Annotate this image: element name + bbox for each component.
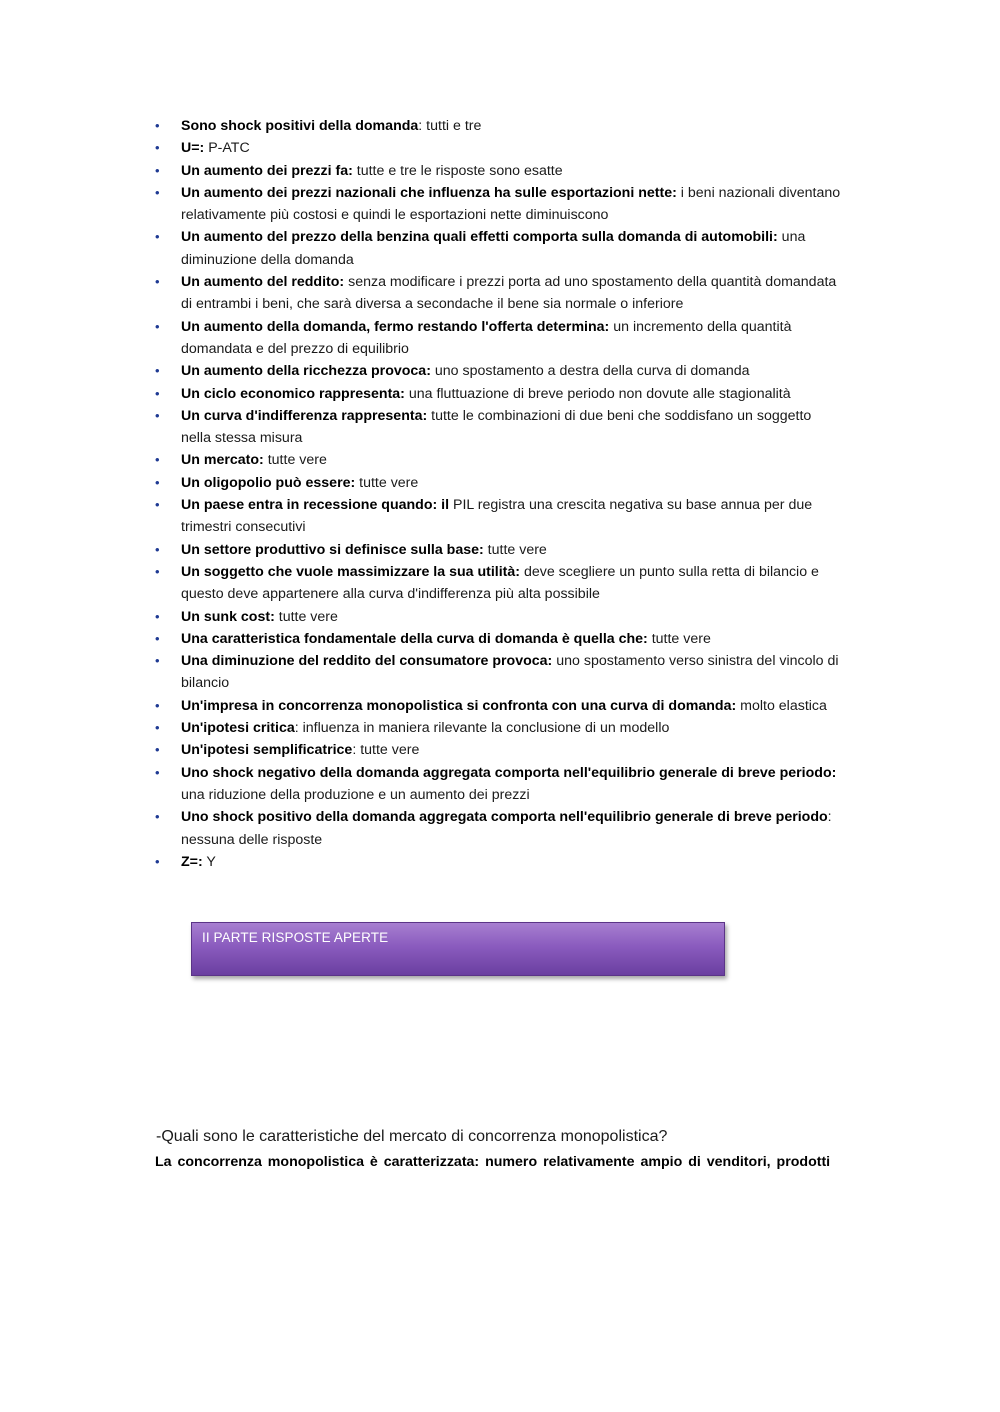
list-item (155, 806, 845, 851)
answer-text: : nessuna delle risposte (181, 809, 832, 848)
answer-text: uno spostamento a destra della curva di domanda (430, 363, 750, 380)
bullet-icon: • (155, 720, 160, 736)
list-item (155, 851, 845, 873)
list-item (155, 650, 845, 695)
answer-text: deve scegliere un punto sulla retta di bilancio e questo deve appartenere alla curva d'indifferenza più alta possibile (181, 563, 819, 603)
question-text: Uno shock negativo della domanda aggregata comporta nell'equilibrio generale di breve periodo: (181, 764, 837, 781)
question-text: Sono shock positivi della domanda (181, 118, 419, 134)
answer-text: tutte vere (263, 452, 327, 469)
question-text: Un soggetto che vuole massimizzare la sua utilità: (181, 563, 521, 580)
bullet-icon: • (155, 563, 160, 579)
answer-text: PIL registra una crescita negativa su base annua per due trimestri consecutivi (181, 497, 813, 536)
bullet-icon: • (155, 318, 160, 334)
list-item (155, 472, 845, 494)
list-item (155, 383, 845, 405)
bullet-icon: • (155, 140, 160, 156)
bullet-icon: • (155, 697, 160, 713)
answer-text: tutte vere (355, 474, 419, 491)
question-text: Una diminuzione del reddito del consumatore provoca: (181, 653, 553, 670)
bullet-icon: • (155, 474, 160, 490)
question-text: Un'impresa in concorrenza monopolistica si confronta con una curva di domanda: (181, 697, 737, 714)
question-text: Un paese entra in recessione quando: il (181, 497, 450, 514)
question-text: Z=: (181, 853, 203, 870)
answer-text: tutte le combinazioni di due beni che soddisfano un soggetto nella stessa misura (181, 407, 812, 447)
bullet-icon: • (155, 229, 160, 245)
list-item (155, 405, 845, 450)
question-text: Un settore produttivo si definisce sulla base: (181, 541, 484, 558)
answer-text: uno spostamento verso sinistra del vincolo di bilancio (181, 653, 839, 692)
list-item (155, 316, 845, 361)
list-item (155, 115, 845, 137)
section-header-box (191, 922, 725, 976)
bullet-icon: • (155, 274, 160, 290)
bullet-icon: • (155, 452, 160, 468)
bullet-icon: • (155, 630, 160, 646)
bullet-icon: • (155, 118, 160, 133)
list-item (155, 762, 845, 807)
question-text: Un aumento del prezzo della benzina quali effetti comporta sulla domanda di automobili: (181, 229, 778, 246)
answer-text: una riduzione della produzione e un aumento dei prezzi (181, 786, 530, 803)
bullet-icon: • (155, 809, 160, 825)
list-item (155, 494, 845, 539)
bullet-icon: • (155, 363, 160, 379)
answer-text: un incremento della quantità domandata e del prezzo di equilibrio (181, 318, 792, 357)
list-item (155, 360, 845, 382)
list-item (155, 539, 845, 561)
bullet-icon: • (155, 653, 160, 669)
answer-text: : tutti e tre (418, 118, 482, 134)
question-text: Un curva d'indifferenza rappresenta: (181, 407, 428, 424)
list-item (155, 695, 845, 717)
list-item (155, 606, 845, 628)
answer-text: molto elastica (736, 697, 827, 714)
question-text: Un ciclo economico rappresenta: (181, 385, 405, 402)
bullet-icon: • (155, 184, 160, 200)
list-item (155, 182, 845, 227)
section-title: II PARTE RISPOSTE APERTE (202, 930, 389, 945)
list-item (155, 226, 845, 271)
list-item (155, 160, 845, 182)
question-text: Un aumento dei prezzi fa: (181, 162, 353, 179)
question-text: Uno shock positivo della domanda aggregata comporta nell'equilibrio generale di breve periodo (181, 809, 828, 826)
open-question: -Quali sono le caratteristiche del mercato di concorrenza monopolistica? (156, 1128, 668, 1145)
list-item (155, 271, 845, 316)
bullet-icon: • (155, 608, 160, 624)
bullet-icon: • (155, 853, 160, 869)
bullet-icon: • (155, 497, 160, 513)
list-item (155, 449, 845, 471)
question-text: Un oligopolio può essere: (181, 474, 356, 491)
list-item (155, 628, 845, 650)
answer-text: i beni nazionali diventano relativamente più costosi e quindi le esportazioni nette diminuiscono (181, 184, 841, 224)
bullet-icon: • (155, 385, 160, 401)
answer-text: Y (202, 853, 216, 870)
question-text: Un aumento dei prezzi nazionali che influenza ha sulle esportazioni nette: (181, 184, 677, 201)
question-text: Un mercato: (181, 452, 264, 469)
bullet-icon: • (155, 162, 160, 178)
answer-text: tutte vere (274, 608, 338, 625)
question-text: Un sunk cost: (181, 608, 275, 625)
qa-list (155, 115, 845, 873)
question-text: Un'ipotesi semplificatrice (181, 742, 353, 759)
answer-text: : influenza in maniera rilevante la conclusione di un modello (294, 720, 670, 737)
question-text: Un aumento della ricchezza provoca: (181, 363, 431, 380)
bullet-icon: • (155, 764, 160, 780)
question-text: Un'ipotesi critica (181, 720, 295, 737)
answer-text: tutte vere (483, 541, 547, 558)
answer-text: P-ATC (204, 140, 250, 157)
bullet-icon: • (155, 541, 160, 557)
answer-text: tutte e tre le risposte sono esatte (352, 162, 563, 179)
answer-text: una diminuzione della domanda (181, 229, 806, 268)
answer-text: senza modificare i prezzi porta ad uno spostamento della quantità domandata di entrambi i beni, che sarà diversa a secondache il bene sia normale o inferiore (181, 274, 837, 313)
bullet-icon: • (155, 407, 160, 423)
list-item (155, 717, 845, 739)
list-item (155, 137, 845, 159)
bullet-icon: • (155, 742, 160, 758)
question-text: Una caratteristica fondamentale della curva di domanda è quella che: (181, 630, 648, 647)
list-item (155, 739, 845, 761)
question-text: U=: (181, 140, 205, 157)
open-answer: La concorrenza monopolistica è caratterizzata: numero relativamente ampio di venditori, prodotti (155, 1154, 831, 1170)
list-item (155, 561, 845, 606)
answer-text: tutte vere (647, 630, 711, 647)
answer-text: : tutte vere (352, 742, 420, 759)
question-text: Un aumento della domanda, fermo restando l'offerta determina: (181, 318, 610, 335)
answer-text: una fluttuazione di breve periodo non dovute alle stagionalità (404, 385, 791, 402)
question-text: Un aumento del reddito: (181, 274, 345, 291)
